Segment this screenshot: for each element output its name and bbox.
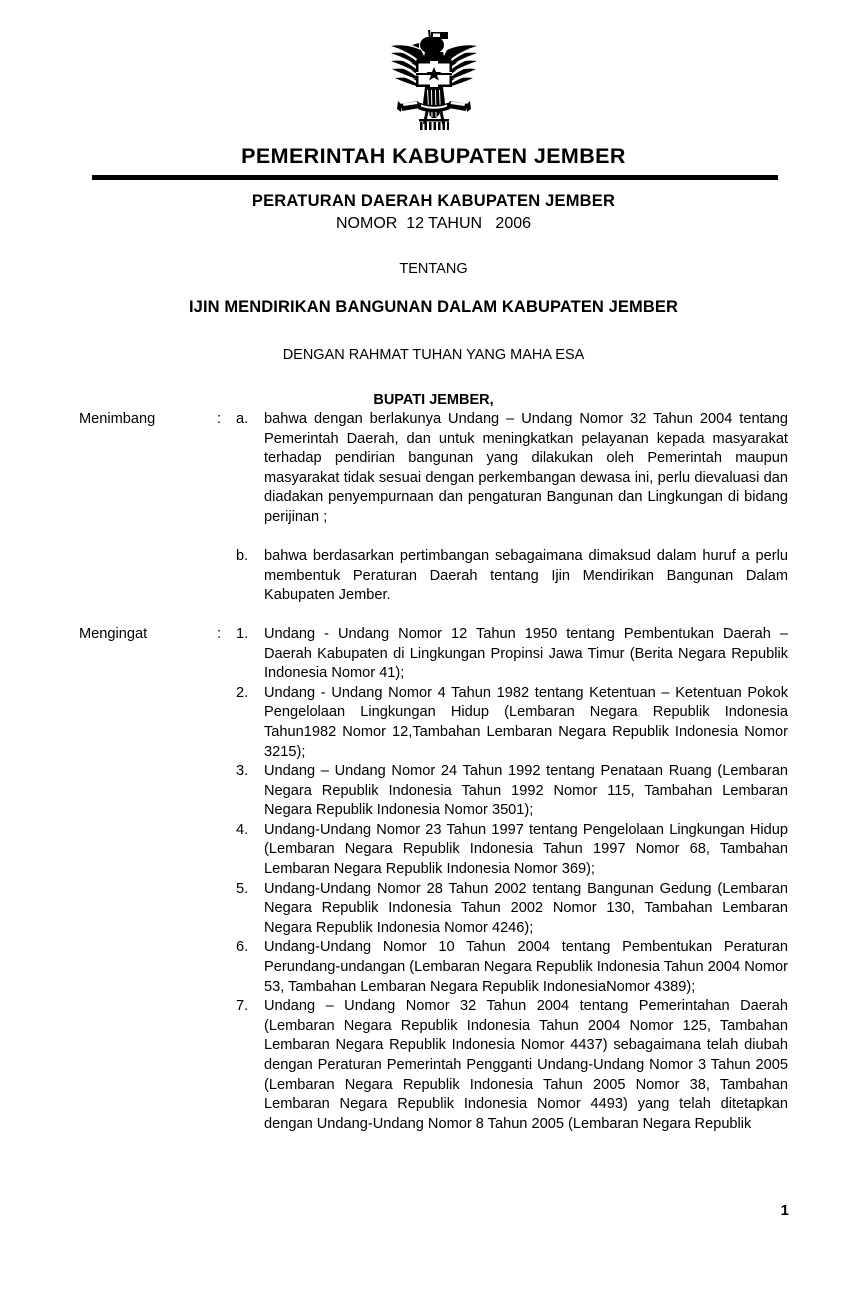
clause-item-list-mengingat [0,625,867,1134]
clause-label-menimbang: Menimbang [79,411,156,427]
title-block [0,190,867,409]
clause-item-text: Undang – Undang Nomor 24 Tahun 1992 tentang Penataan Ruang (Lembaran Negara Republik Indonesia Tahun 1992 Nomor 115, Tambahan Lembaran Negara Republik Indonesia Nomor 3501); [264,763,788,819]
clause-section-mengingat [0,625,867,1134]
clause-item-text: Undang - Undang Nomor 12 Tahun 1950 tentang Pembentukan Daerah – Daerah Kabupaten di Lingkungan Propinsi Jawa Timur (Berita Negara Republik Indonesia Nomor 41); [264,625,788,682]
clause-item [0,997,867,1134]
government-title: PEMERINTAH KABUPATEN JEMBER [241,144,626,168]
clause-item-marker: 2. [236,684,249,701]
invocation-line: DENGAN RAHMAT TUHAN YANG MAHA ESA [282,346,585,363]
clause-item-list-menimbang [0,410,867,606]
clause-colon-mengingat: : [217,625,222,642]
clause-item [0,821,867,880]
clause-sections [0,410,867,1134]
clause-label-mengingat: Mengingat [79,625,148,642]
authority-line: BUPATI JEMBER, [373,391,494,408]
clause-item-text: bahwa dengan berlakunya Undang – Undang Nomor 32 Tahun 2004 tentang Pemerintah Daerah, dan untuk meningkatkan pelayanan kepada masyarakat terhadap pendirian bangunan yang dilakukan oleh Pemerintah maupun masyarakat tidak sesuai dengan perkembangan dewasa ini, perlu dievaluasi dan diadakan penyempurnaan dan pengaturan Bangunan dan Lingkungan di bidang perijinan ; [264,411,788,525]
clause-item [0,938,867,997]
clause-item-marker: b. [236,548,249,565]
regulation-heading: PERATURAN DAERAH KABUPATEN JEMBER [251,192,616,210]
clause-item [0,880,867,939]
tentang-label: TENTANG [399,261,468,278]
masthead-divider-rule [92,175,778,180]
clause-item [0,762,867,821]
clause-item-marker: 7. [236,998,249,1015]
clause-item-text: Undang-Undang Nomor 28 Tahun 2002 tentang Bangunan Gedung (Lembaran Negara Republik Indonesia Tahun 2002 Nomor 130, Tambahan Lembaran Negara Republik Indonesia Nomor 4246); [264,880,788,936]
garuda-pancasila-emblem [0,28,867,136]
clause-item-marker: 1. [236,625,249,642]
clause-section-menimbang [0,410,867,606]
clause-item-marker: 4. [236,821,249,838]
clause-item-text: Undang - Undang Nomor 4 Tahun 1982 tentang Ketentuan – Ketentuan Pokok Pengelolaan Lingkungan Hidup (Lembaran Negara Republik Indonesia Tahun1982 Nomor 12,Tambahan Lembaran Negara Republik Indonesia Nomor 3215); [264,684,788,760]
masthead [0,145,867,169]
clause-item-marker: 3. [236,763,249,780]
regulation-number-line: NOMOR 12 TAHUN 2006 [335,215,532,233]
clause-item [0,547,867,606]
clause-item-marker: 5. [236,880,249,897]
clause-item-marker: a. [236,411,249,427]
clause-item-text: Undang-Undang Nomor 10 Tahun 2004 tentang Pembentukan Peraturan Perundang-undangan (Lembaran Negara Republik Indonesia Tahun 2004 Nomor 53, Tambahan Lembaran Negara Republik IndonesiaNomor 4389); [264,939,788,995]
clause-item [0,625,867,684]
clause-item-text: Undang – Undang Nomor 32 Tahun 2004 tentang Pemerintahan Daerah (Lembaran Negara Republik Indonesia Tahun 2004 Nomor 125, Tambahan Lembaran Negara Republik Indonesia Nomor 4437) sebagaimana telah diubah dengan Peraturan Pemerintah Pengganti Undang-Undang Nomor 3 Tahun 2005 (Lembaran Negara Republik Indonesia Tahun 2005 Nomor 38, Tambahan Lembaran Negara Republik Indonesia Nomor 4493) yang telah ditetapkan dengan Undang-Undang Nomor 8 Tahun 2005 (Lembaran Negara Republik [264,998,788,1132]
clause-item-text: Undang-Undang Nomor 23 Tahun 1997 tentang Pengelolaan Lingkungan Hidup (Lembaran Negara Republik Indonesia Tahun 1997 Nomor 68, Tambahan Lembaran Negara Republik Indonesia Nomor 369); [264,821,788,878]
clause-item [0,684,867,762]
clause-item-text: bahwa berdasarkan pertimbangan sebagaimana dimaksud dalam huruf a perlu membentuk Peraturan Daerah tentang Ijin Mendirikan Bangunan Dalam Kabupaten Jember. [264,548,788,604]
clause-item-marker: 6. [236,939,249,956]
clause-item [0,410,867,528]
page-number: 1 [780,1202,789,1219]
regulation-subject-title: IJIN MENDIRIKAN BANGUNAN DALAM KABUPATEN JEMBER [188,298,678,317]
clause-colon-menimbang: : [217,411,222,427]
